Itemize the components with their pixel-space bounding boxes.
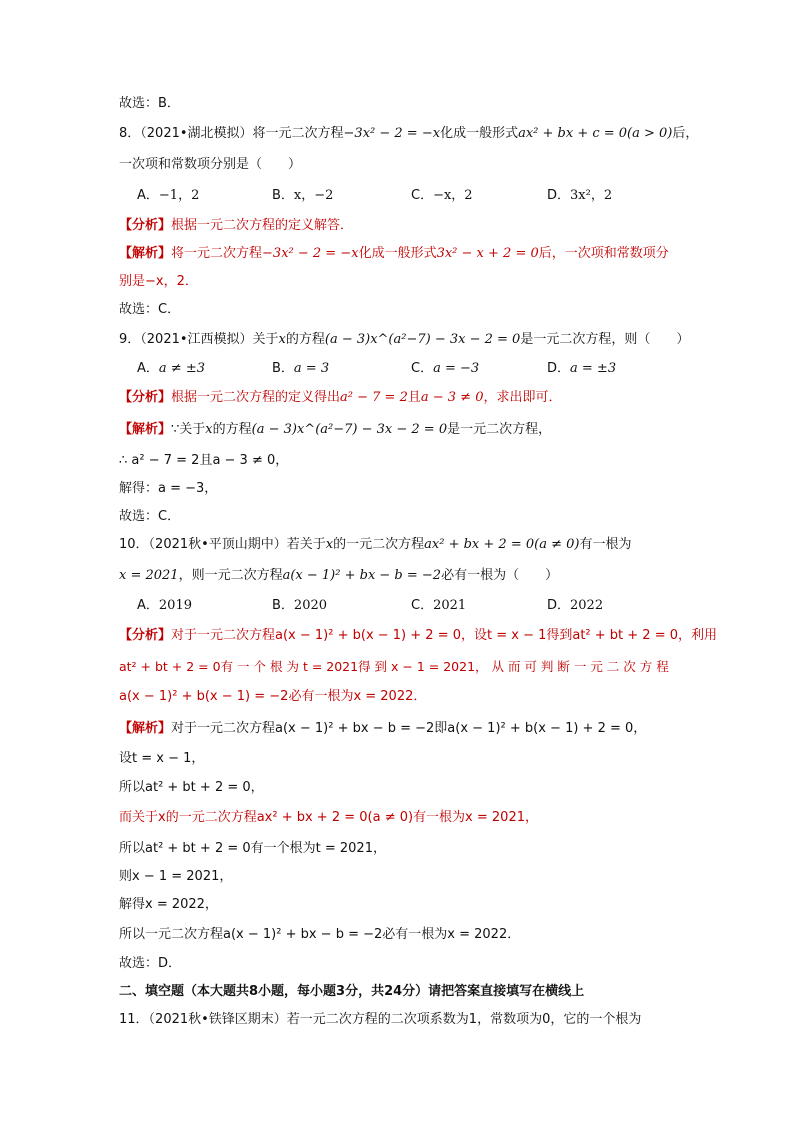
q8-eq1: −3x² − 2 = −x (343, 126, 441, 141)
q7-answer: 故选：B． (119, 96, 180, 111)
q10-step-solve: 解得x = 2022， (119, 897, 218, 912)
q8-stem: 8．（2021•湖北模拟）将一元二次方程−3x² − 2 = −x化成一般形式ax² + bx + c = 0(a > 0)后， (119, 126, 699, 141)
q11-stem: 11．（2021秋•铁锋区期末）若一元二次方程的二次项系数为1，常数项为0，它的一个根为 (119, 1012, 642, 1027)
q10-step-so: 所以at² + bt + 2 = 0， (119, 780, 264, 795)
q10-step-eq: 则x − 1 = 2021， (119, 869, 233, 884)
q8-stem-line2: 一次项和常数项分别是（ ） (119, 157, 302, 172)
q10-option-d: D．2022 (547, 598, 604, 613)
q8-solution: 【解析】将一元二次方程−3x² − 2 = −x化成一般形式3x² − x + 2 = 0后，一次项和常数项分 (119, 246, 669, 261)
q9-step1: ∴ a² − 7 = 2且a − 3 ≠ 0， (119, 453, 289, 468)
q9-option-d: D．a = ±3 (547, 361, 617, 376)
q10-stem-line2: x = 2021，则一元二次方程a(x − 1)² + bx − b = −2必有一根为（ ） (119, 568, 559, 583)
q10-step-conclusion: 所以一元二次方程a(x − 1)² + bx − b = −2必有一根为x = 2022． (119, 927, 521, 942)
q8-option-b: B．x，−2 (272, 188, 334, 203)
q8-option-a: A．−1，2 (137, 188, 200, 203)
q9-eq: (a − 3)x^(a²−7) − 3x − 2 = 0 (324, 332, 521, 347)
section-heading: 二、填空题（本大题共8小题，每小题3分，共24分）请把答案直接填写在横线上 (119, 984, 585, 999)
q8-option-d: D．3x²，2 (547, 188, 613, 203)
q8-option-c: C．−x，2 (411, 188, 473, 203)
q9-step2: 解得：a = −3， (119, 481, 218, 496)
q10-answer: 故选：D． (119, 956, 182, 971)
q9-analysis: 【分析】根据一元二次方程的定义得出a² − 7 = 2且a − 3 ≠ 0，求出即可． (119, 390, 562, 405)
q8-answer: 故选：C． (119, 302, 181, 317)
q9-option-a: A．a ≠ ±3 (137, 361, 205, 376)
q8-analysis: 【分析】根据一元二次方程的定义解答． (119, 218, 354, 233)
q10-step-root-t: 所以at² + bt + 2 = 0有一个根为t = 2021， (119, 841, 386, 856)
q10-option-c: C．2021 (411, 598, 467, 613)
q9-solution: 【解析】∵关于x的方程(a − 3)x^(a²−7) − 3x − 2 = 0是一元二次方程， (119, 422, 552, 437)
q9-option-b: B．a = 3 (272, 361, 330, 376)
q10-analysis: 【分析】对于一元二次方程a(x − 1)² + b(x − 1) + 2 = 0，设t = x − 1得到at² + bt + 2 = 0，利用 (119, 628, 718, 643)
q9-option-c: C．a = −3 (411, 361, 480, 376)
q10-analysis-line3: a(x − 1)² + b(x − 1) = −2必有一根为x = 2022． (119, 689, 427, 704)
q10-analysis-line2: at² + bt + 2 = 0有 一 个 根 为 t = 2021得 到 x − 1 = 2021， 从 而 可 判 断 一 元 二 次 方 程 (119, 659, 669, 674)
q9-answer: 故选：C． (119, 509, 181, 524)
q10-step-given: 而关于x的一元二次方程ax² + bx + 2 = 0(a ≠ 0)有一根为x = 2021， (119, 810, 538, 825)
q10-solution: 【解析】对于一元二次方程a(x − 1)² + bx − b = −2即a(x − 1)² + b(x − 1) + 2 = 0， (119, 721, 647, 736)
q8-eq2: ax² + bx + c = 0(a > 0) (518, 126, 673, 141)
q10-option-a: A．2019 (137, 598, 192, 613)
q8-solution-line2: 别是−x，2． (119, 274, 198, 289)
q9-stem: 9．（2021•江西模拟）关于x的方程(a − 3)x^(a²−7) − 3x − 2 = 0是一元二次方程，则（ ） (119, 332, 690, 347)
q10-option-b: B．2020 (272, 598, 328, 613)
q10-stem: 10．（2021秋•平顶山期中）若关于x的一元二次方程ax² + bx + 2 = 0(a ≠ 0)有一根为 (119, 537, 632, 552)
q10-step-sub: 设t = x − 1， (119, 751, 205, 766)
